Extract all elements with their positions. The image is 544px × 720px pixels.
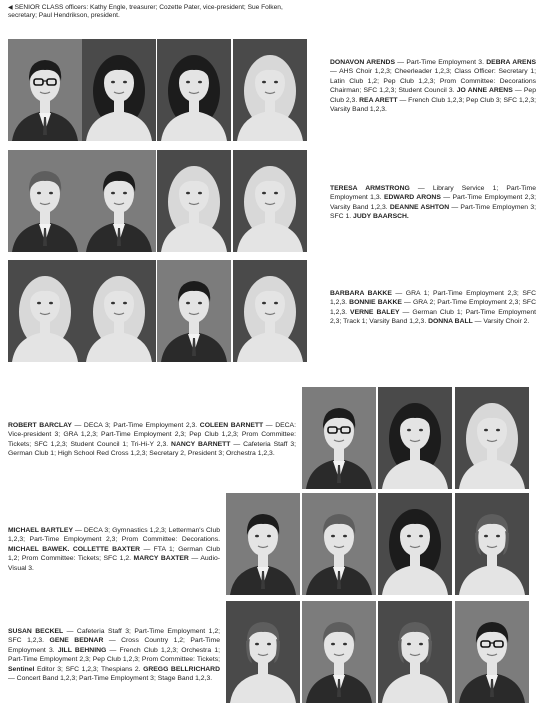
student-name: EDWARD ARONS (383, 194, 441, 202)
student-name: GREGG BELLRICHARD (143, 665, 220, 673)
portrait-photo (302, 601, 376, 703)
student-name: DONAVON ARENDS (330, 59, 395, 66)
bio-block (8, 627, 220, 683)
portrait-photo (455, 387, 529, 489)
student-activities: — Varsity Choir 2. (472, 318, 530, 326)
portrait-photo (378, 601, 452, 703)
student-activities: — Cross Country 1,2; Part-Time Employment 3. (8, 637, 220, 654)
portrait-photo (302, 387, 376, 489)
caption-text: SENIOR CLASS officers: Kathy Engle, treasurer; Cozette Pater, vice-president; Sue Folken, secretary; Paul Hendrikson, president. (8, 4, 283, 20)
left-arrow-icon: ◀ (8, 5, 13, 11)
portrait-photo (233, 260, 307, 362)
student-name: ROBERT BARCLAY (8, 422, 72, 429)
student-name: DEANNE ASHTON (389, 203, 450, 211)
portrait-photo (233, 150, 307, 252)
student-name: JUDY BAARSCH. (353, 213, 409, 221)
student-activities: — GRA 1; Part-Time Employment 2,3; SFC 1,2,3. (330, 290, 536, 307)
portrait-photo (226, 601, 300, 703)
student-name: VERNE BALEY (350, 308, 400, 316)
student-name: TERESA ARMSTRONG (330, 185, 410, 192)
portrait-photo (82, 260, 156, 362)
student-activities: — German Club 1; Part-Time Employment 2,3; Track 1; Varsity Band 1,2,3. (330, 308, 536, 326)
student-activities: — AHS Choir 1,2,3; Cheerleader 1,2,3; Class Officer: Secretary 1; Latin Club 1,2; Pep Club 1,2,3; Prom Committee: Decorations Chairman; SFC 1,2,3; Student Council 3. (330, 68, 536, 95)
student-name: MICHAEL BAWEK. (8, 545, 70, 553)
portrait-photo (82, 39, 156, 141)
student-activities: — FTA 1; German Club 1,2; Prom Committee: Tickets; SFC 1,2. (8, 545, 221, 563)
portrait-photo (8, 39, 82, 141)
student-activities: — Cafeteria Staff 3; German Club 1; High School Red Cross 1,2,3; Secretary 2, President 3; Orchestra 1,2,3. (8, 440, 296, 458)
bio-block (330, 58, 536, 114)
portrait-photo (157, 150, 231, 252)
bio-block (8, 421, 296, 459)
student-name: NANCY BARNETT (171, 440, 231, 448)
portrait-photo (233, 39, 307, 141)
portrait-photo (455, 493, 529, 595)
student-activities: — Audio-Visual 3. (8, 555, 220, 572)
student-activities: — DECA: Vice-president 3; GRA 1,2,3; Part-Time Employment 2,3; Pep Club 1,2,3; Prom Committee: Tickets; SFC 1,2,3; Student Council 1; Tri-Hi-Y 2,3. (8, 422, 296, 448)
student-name: SUSAN BECKEL (8, 628, 64, 635)
student-name: MICHAEL BARTLEY (8, 527, 73, 534)
bio-entry (8, 527, 220, 543)
student-activities: — GRA 2; Part-Time Employment 2,3; SFC 1,2,3. (330, 299, 536, 316)
portrait-photo (226, 493, 300, 595)
portrait-photo (455, 601, 529, 703)
student-name: JO ANNE ARENS (456, 87, 513, 95)
portrait-photo (378, 493, 452, 595)
student-activities: — French Club 1,2,3; Orchestra 1; Part-Time Employment 2,3; Pep Club 1,2,3; Prom Committee: Tickets; (8, 646, 220, 664)
bio-entry (8, 422, 200, 429)
portrait-photo (302, 493, 376, 595)
student-activities: — DECA 3; Gymnastics 1,2,3; Letterman's Club 1,2,3; Part-Time Employment 2,3; Prom Committee: Decorations. (8, 527, 221, 544)
student-name: COLEEN BARNETT (199, 422, 264, 429)
bio-entry (428, 318, 529, 325)
student-activities: Editor 3; SFC 1,2,3; Thespians 2. (34, 665, 144, 673)
student-activities: — Part-Time Employment 3. (394, 59, 487, 66)
portrait-photo (157, 39, 231, 141)
student-activities: — Library Service 1; Part-Time Employment 1,3. (330, 185, 536, 202)
student-name: BARBARA BAKKE (330, 290, 392, 297)
student-name: BONNIE BAKKE (349, 299, 402, 307)
bio-entry (330, 97, 536, 113)
portrait-photo (157, 260, 231, 362)
student-activities: — Pep Club 2,3. (330, 87, 536, 104)
bio-block (330, 184, 536, 222)
student-activities: — Cafeteria Staff 3; Part-Time Employment 1,2; SFC 1,2,3. (8, 628, 220, 645)
portrait-photo (8, 260, 82, 362)
portrait-photo (8, 150, 82, 252)
portrait-photo (378, 387, 452, 489)
student-name: GENE BEDNAR (49, 637, 104, 645)
portrait-photo (82, 150, 156, 252)
student-name: DONNA BALL (428, 318, 473, 326)
bio-block (8, 526, 220, 573)
student-activities: — Concert Band 1,2,3; Part-Time Employment 3; Stage Band 1,2,3. (8, 675, 213, 683)
student-name: COLLETTE BAXTER (72, 545, 141, 553)
bio-entry (330, 59, 486, 66)
student-name: JILL BEHNING (57, 646, 107, 654)
student-name: MARCY BAXTER (133, 555, 189, 563)
student-name: Sentinel (8, 665, 35, 673)
bio-entry (353, 213, 409, 220)
bio-entry (8, 666, 143, 673)
student-activities: — Part-Time Employment 2,3; Varsity Band 1,2,3. (330, 194, 536, 211)
bio-entry (8, 546, 73, 553)
student-activities: — DECA 3; Part-Time Employment 2,3. (71, 422, 200, 429)
student-activities: — French Club 1,2,3; Pep Club 3; SFC 1,2,3; Varsity Band 1,2,3. (330, 96, 537, 114)
student-name: DEBRA ARENS (486, 59, 537, 66)
student-name: REA ARETT (359, 96, 398, 104)
bio-block (330, 289, 536, 327)
student-activities: — Part-Time Employmen 3; SFC 1. (330, 203, 536, 221)
senior-class-officers-caption (8, 4, 308, 21)
